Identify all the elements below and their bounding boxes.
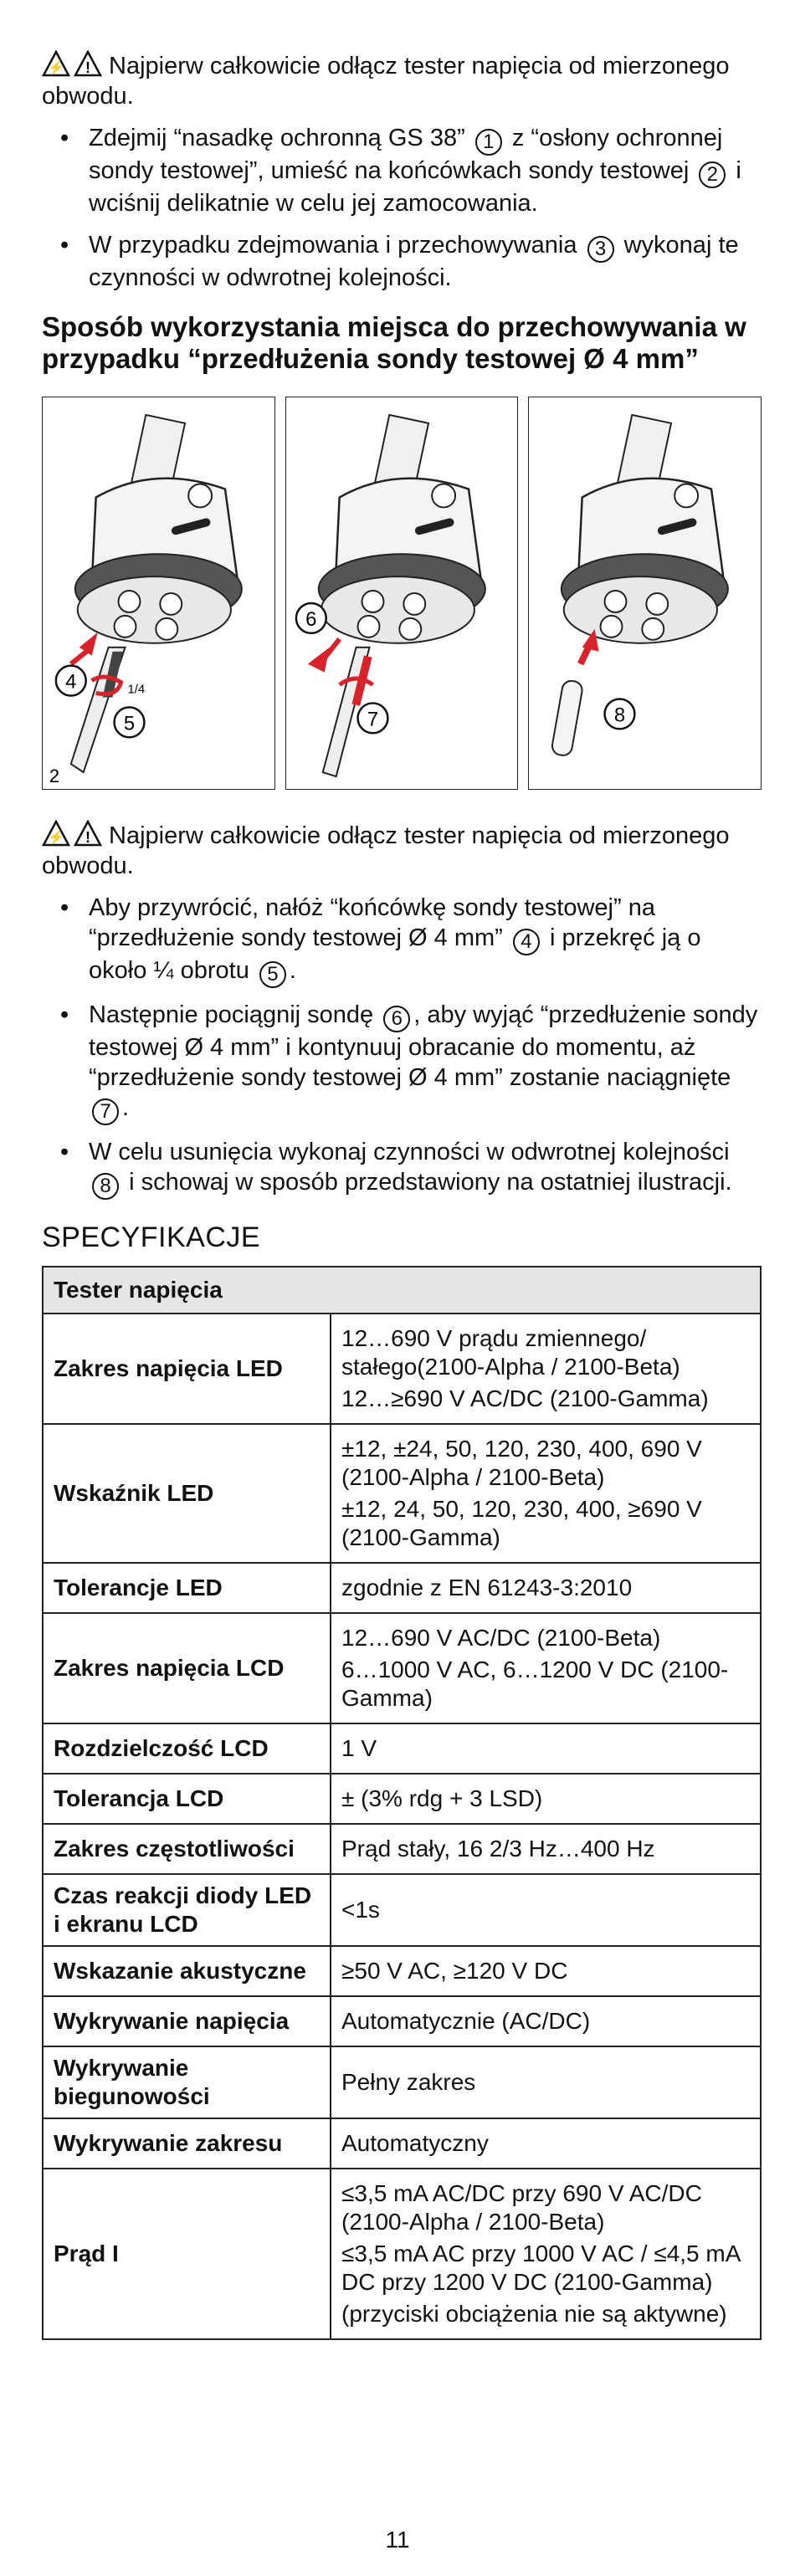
warning-icons <box>42 820 102 847</box>
spec-value-line: ±12, 24, 50, 120, 230, 400, ≥690 V (2100-Gamma) <box>341 1496 702 1550</box>
spec-label: Wykrywanie biegunowości <box>43 2046 331 2118</box>
callout-number: 5 <box>259 961 286 988</box>
spec-value <box>331 1613 761 1723</box>
spec-value-line: Automatycznie (AC/DC) <box>341 2008 591 2034</box>
spec-value <box>331 2169 761 2339</box>
spec-value <box>331 2118 761 2169</box>
spec-value <box>331 1723 761 1774</box>
spec-label: Prąd I <box>43 2169 331 2339</box>
warning-triangle-icon <box>74 820 102 847</box>
spec-label: Zakres napięcia LCD <box>43 1613 331 1723</box>
table-row <box>43 1996 761 2046</box>
spec-value <box>331 1774 761 1824</box>
spec-label: Zakres napięcia LED <box>43 1314 331 1424</box>
table-row <box>43 1946 761 1996</box>
spec-value-line: ≤3,5 mA AC przy 1000 V AC / ≤4,5 mA DC przy 1200 V DC (2100-Gamma) <box>341 2241 740 2295</box>
spec-value-line: 12…≥690 V AC/DC (2100-Gamma) <box>341 1385 709 1411</box>
figure-callout: 2 <box>49 766 60 787</box>
figure-callout: 8 <box>614 704 626 727</box>
spec-value <box>331 1946 761 1996</box>
page-content <box>42 50 762 2340</box>
list-item: • W przypadku zdejmowania i przechowywania 3 wykonaj te czynności w odwrotnej kolejności. <box>42 230 762 293</box>
spec-value <box>331 1824 761 1874</box>
illustration-step-3 <box>528 397 762 790</box>
spec-heading: SPECYFIKACJE <box>42 1221 261 1253</box>
spec-value-line: <1s <box>341 1897 380 1923</box>
callout-number: 4 <box>513 929 540 955</box>
table-row <box>43 2169 761 2339</box>
spec-value-line: 1 V <box>341 1735 377 1761</box>
spec-label: Czas reakcji diody LED i ekranu LCD <box>43 1874 331 1946</box>
spec-value-line: zgodnie z EN 61243-3:2010 <box>341 1575 633 1600</box>
spec-label: Wykrywanie napięcia <box>43 1996 331 2046</box>
warning-1: ⚡ ! Najpierw całkowicie odłącz tester napięcia od mierzonego obwodu. <box>42 50 762 111</box>
table-row <box>43 1774 761 1824</box>
spec-value-line: (przyciski obciążenia nie są aktywne) <box>341 2301 727 2327</box>
figure-callout: 7 <box>367 708 378 731</box>
table-header-row <box>43 1267 761 1314</box>
table-row <box>43 1874 761 1946</box>
spec-value-line: ≥50 V AC, ≥120 V DC <box>341 1958 568 1984</box>
spec-value-line: 12…690 V prądu zmiennego/ stałego(2100-Alpha / 2100-Beta) <box>341 1325 680 1380</box>
svg-text:!: ! <box>85 829 90 846</box>
callout-number: 2 <box>699 161 726 188</box>
warning-triangle-icon <box>42 820 70 847</box>
list-item: • W celu usunięcia wykonaj czynności w odwrotnej kolejności 8 i schowaj w sposób przedstawiony na ostatniej ilustracji. <box>42 1137 762 1200</box>
spec-label: Tolerancje LED <box>43 1563 331 1613</box>
spec-value-line: 6…1000 V AC, 6…1200 V DC (2100-Gamma) <box>341 1657 729 1711</box>
spec-value-line: ±12, ±24, 50, 120, 230, 400, 690 V (2100-Alpha / 2100-Beta) <box>341 1436 702 1490</box>
illustration-row <box>42 397 762 790</box>
warning-2: ⚡ ! Najpierw całkowicie odłącz tester napięcia od mierzonego obwodu. <box>42 820 762 881</box>
figure-callout: 6 <box>305 607 317 631</box>
callout-number: 8 <box>92 1173 119 1200</box>
section-title: Sposób wykorzystania miejsca do przechowywania w przypadku “przedłużenia sondy testowej Ø 4 mm” <box>42 311 746 374</box>
instruction-list-1 <box>42 123 762 293</box>
spec-value <box>331 1996 761 2046</box>
spec-value-line: 12…690 V AC/DC (2100-Beta) <box>341 1625 661 1651</box>
spec-label: Tolerancja LCD <box>43 1774 331 1824</box>
spec-label: Wykrywanie zakresu <box>43 2118 331 2169</box>
spec-value <box>331 1874 761 1946</box>
spec-value-line: ≤3,5 mA AC/DC przy 690 V AC/DC (2100-Alpha / 2100-Beta) <box>341 2180 702 2235</box>
spec-value <box>331 1563 761 1613</box>
spec-value <box>331 1314 761 1424</box>
callout-number: 7 <box>92 1099 119 1125</box>
spec-value <box>331 1424 761 1563</box>
figure-callout: 5 <box>123 712 136 735</box>
page-number: 11 <box>385 2527 410 2553</box>
list-item: • Następnie pociągnij sondę 6 , aby wyjąć “przedłużenie sondy testowej Ø 4 mm” i kontynuuj obracanie do momentu, aż “przedłużenie sondy testowej Ø 4 mm” zostanie naciągnięte 7 . <box>42 1000 762 1125</box>
illustration-step-1 <box>42 397 275 790</box>
spec-value-line: ± (3% rdg + 3 LSD) <box>341 1785 543 1811</box>
table-row <box>43 1314 761 1424</box>
table-row <box>43 1613 761 1723</box>
callout-number: 6 <box>383 1006 410 1032</box>
illustration-step-2 <box>285 397 519 790</box>
spec-label: Zakres częstotliwości <box>43 1824 331 1874</box>
table-header: Tester napięcia <box>43 1267 761 1314</box>
list-item: • Aby przywrócić, nałóż “końcówkę sondy testowej” na “przedłużenie sondy testowej Ø 4 mm” 4 i przekręć ją o około ¼ obrotu 5 . <box>42 893 762 988</box>
spec-value-line: Prąd stały, 16 2/3 Hz…400 Hz <box>341 1836 655 1862</box>
spec-value <box>331 2046 761 2118</box>
spec-table <box>42 1266 762 2340</box>
list-item: • Zdejmij “nasadkę ochronną GS 38” 1 z “osłony ochronnej sondy testowej”, umieść na końcówkach sondy testowej 2 i wciśnij delikatnie w celu jej zamocowania. <box>42 123 762 218</box>
svg-text:⚡: ⚡ <box>48 61 64 75</box>
table-row <box>43 1824 761 1874</box>
callout-number: 3 <box>587 236 614 263</box>
spec-value-line: Automatyczny <box>341 2130 489 2156</box>
figure-callout: 1/4 <box>127 682 146 697</box>
instruction-list-2 <box>42 893 762 1200</box>
spec-label: Wskaźnik LED <box>43 1424 331 1563</box>
callout-number: 1 <box>475 129 502 156</box>
table-row <box>43 1563 761 1613</box>
spec-label: Wskazanie akustyczne <box>43 1946 331 1996</box>
table-row <box>43 2118 761 2169</box>
svg-text:⚡: ⚡ <box>48 831 64 845</box>
table-row <box>43 1424 761 1563</box>
svg-text:!: ! <box>85 59 90 76</box>
warning-triangle-icon <box>74 50 102 77</box>
warning-triangle-icon <box>42 50 70 77</box>
table-row <box>43 1723 761 1774</box>
figure-callout: 4 <box>65 670 77 694</box>
table-row <box>43 2046 761 2118</box>
spec-label: Rozdzielczość LCD <box>43 1723 331 1774</box>
spec-value-line: Pełny zakres <box>341 2069 476 2095</box>
warning-icons <box>42 50 102 77</box>
